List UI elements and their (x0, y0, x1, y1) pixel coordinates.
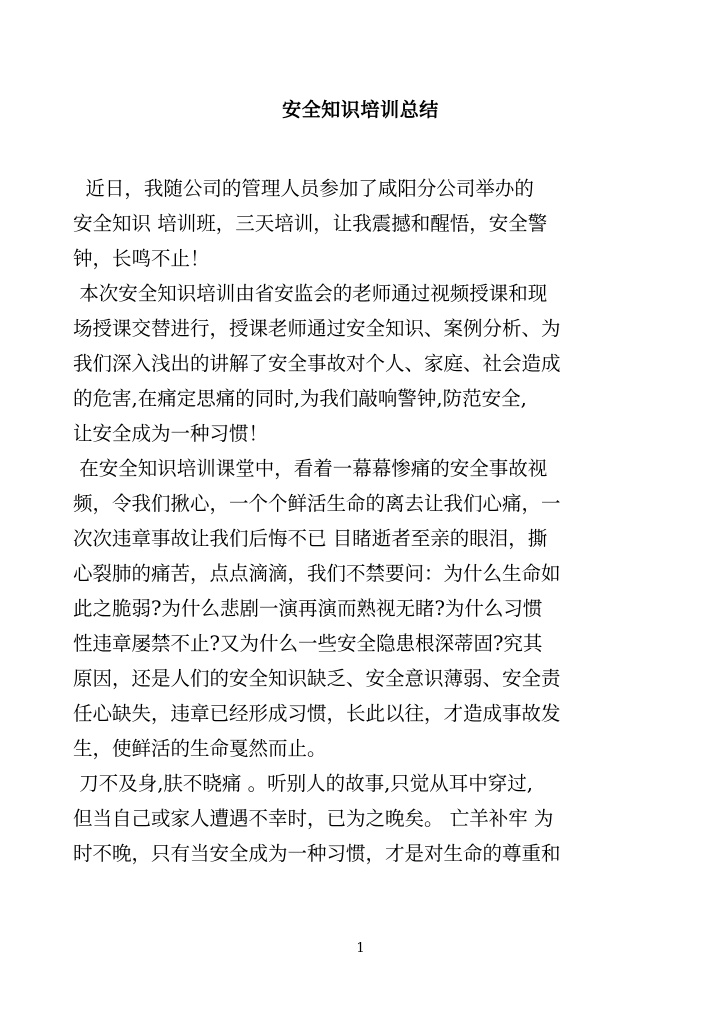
text-line: 刀不及身,肤不晓痛 。听别人的故事,只觉从耳中穿过, (73, 772, 533, 795)
text-line: 场授课交替进行，授课老师通过安全知识、案例分析、为 (73, 317, 561, 340)
text-line: 时不晚，只有当安全成为一种习惯，才是对生命的尊重和 (73, 842, 561, 865)
text-line: 在安全知识培训课堂中，看着一幕幕惨痛的安全事故视 (73, 457, 548, 480)
text-line: 的危害,在痛定思痛的同时,为我们敲响警钟,防范安全, (73, 387, 527, 410)
text-line: 此之脆弱?为什么悲剧一演再演而熟视无睹?为什么习惯 (73, 597, 543, 620)
page-title: 安全知识培训总结 (282, 99, 439, 121)
text-line: 但当自己或家人遭遇不幸时，已为之晚矣。 亡羊补牢 为 (73, 807, 554, 830)
text-line: 心裂肺的痛苦，点点滴滴，我们不禁要问：为什么生命如 (73, 562, 561, 585)
paragraph-1 (73, 171, 615, 276)
text-line: 我们深入浅出的讲解了安全事故对个人、家庭、社会造成 (73, 352, 561, 375)
page-number: 1 (356, 941, 365, 956)
text-line: 钟，长鸣不止！ (73, 247, 210, 270)
text-line: 近日，我随公司的管理人员参加了咸阳分公司举办的 (73, 177, 534, 200)
paragraph-2 (73, 276, 615, 451)
text-line: 原因，还是人们的安全知识缺乏、安全意识薄弱、安全责 (73, 667, 561, 690)
document-body (73, 171, 615, 871)
text-line: 性违章屡禁不止?又为什么一些安全隐患根深蒂固?究其 (73, 632, 543, 655)
paragraph-3 (73, 451, 615, 766)
text-line: 频，令我们揪心，一个个鲜活生命的离去让我们心痛，一 (73, 492, 561, 515)
paragraph-4 (73, 766, 615, 871)
text-line: 次次违章事故让我们后悔不已 目睹逝者至亲的眼泪，撕 (73, 527, 548, 550)
text-line: 生，使鲜活的生命戛然而止。 (73, 737, 327, 760)
text-line: 安全知识 培训班，三天培训，让我震撼和醒悟，安全警 (73, 212, 548, 235)
text-line: 任心缺失，违章已经形成习惯，长此以往，才造成事故发 (73, 702, 561, 725)
text-line: 让安全成为一种习惯！ (73, 422, 269, 445)
text-line: 本次安全知识培训由省安监会的老师通过视频授课和现 (73, 282, 548, 305)
